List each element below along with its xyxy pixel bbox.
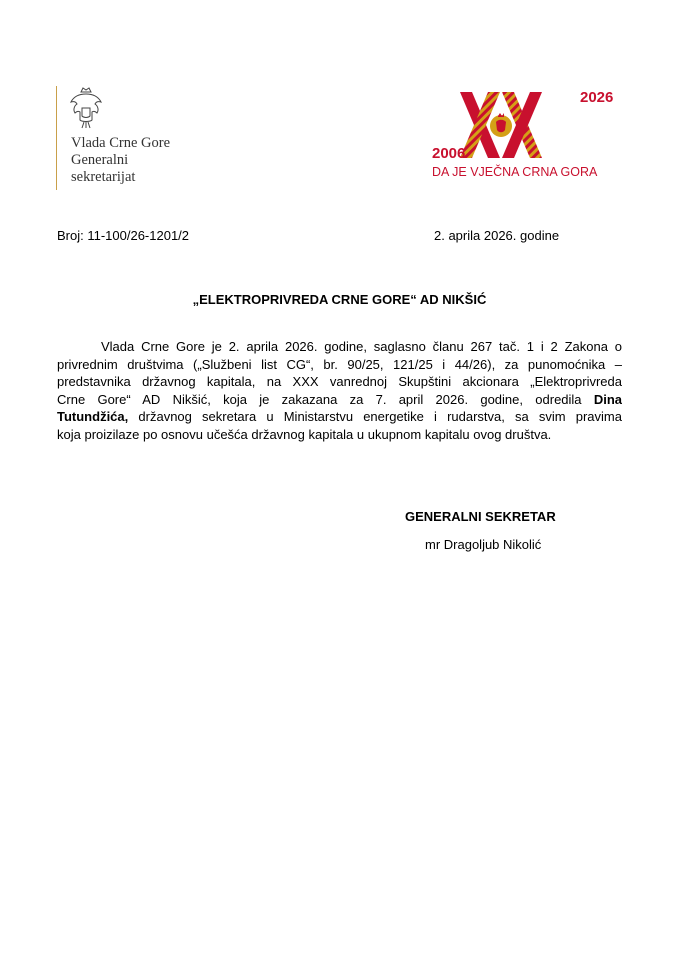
body-line-5-text: državnog sekretara u Ministarstvu energetike i rudarstva, sa svim pravima: [138, 409, 622, 424]
signature-name: mr Dragoljub Nikolić: [425, 537, 542, 552]
crest-icon: [490, 113, 512, 137]
document-number: Broj: 11-100/26-1201/2: [57, 228, 190, 243]
gov-line-2: Generalni: [71, 152, 129, 168]
document-date: 2. aprila 2026. godine: [434, 228, 560, 243]
body-line-2: privrednim društvima („Službeni list CG“, br. 90/25, 121/25 i 44/26), za punomoćnika –: [57, 356, 622, 372]
coat-of-arms-icon: [68, 86, 104, 130]
signature-title: GENERALNI SEKRETAR: [405, 509, 556, 524]
year-2006: 2006: [432, 145, 466, 162]
appointee-first-name: Dina: [593, 391, 622, 407]
document-heading: „ELEKTROPRIVREDA CRNE GORE“ AD NIKŠIĆ: [192, 292, 487, 307]
body-line-1: Vlada Crne Gore je 2. aprila 2026. godine, saglasno članu 267 tač. 1 i 2 Zakona o: [101, 339, 622, 354]
body-line-4: [57, 391, 622, 409]
government-header: [56, 86, 216, 190]
appointee-last-name: Tutundžića,: [57, 409, 129, 424]
body-paragraph: [57, 338, 622, 443]
anniversary-logo: [420, 86, 620, 178]
body-line-6: koja proizilaze po osnovu učešća državnog kapitala u ukupnom kapitalu ovog društva.: [57, 426, 552, 442]
body-line-4-text: Crne Gore“ AD Nikšić, koja je zakazana za 7. april 2026. godine, odredila: [57, 391, 582, 407]
gov-line-3: sekretarijat: [71, 169, 136, 185]
header-divider: [56, 86, 57, 190]
body-line-5: [57, 408, 622, 426]
body-line-3: predstavnika državnog kapitala, na XXX vanrednoj Skupštini akcionara „Elektroprivreda: [57, 374, 622, 389]
gov-line-1: Vlada Crne Gore: [71, 135, 171, 151]
year-2026: 2026: [580, 89, 614, 106]
logo-motto: DA JE VJEČNA CRNA GORA: [432, 165, 598, 178]
government-name: [71, 135, 170, 186]
